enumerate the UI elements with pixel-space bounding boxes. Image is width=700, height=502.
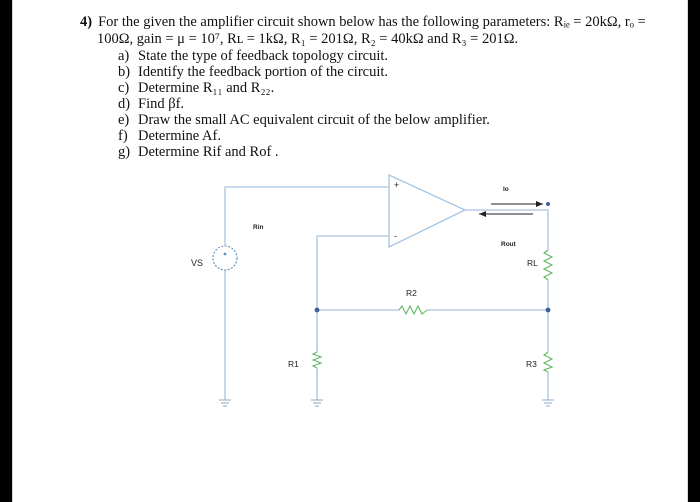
- wire-minus-input: [317, 236, 389, 352]
- rout-label: Rout: [501, 241, 516, 248]
- resistor-r1: [313, 352, 321, 368]
- ground-symbol-r1: [311, 400, 323, 406]
- r1-label: R1: [288, 359, 299, 369]
- circuit-wires: [225, 187, 548, 400]
- op-amp-minus-label: -: [394, 231, 397, 241]
- part-text: Draw the small AC equivalent circuit of the below amplifier.: [138, 112, 490, 128]
- io-label: Io: [503, 186, 509, 193]
- vs-label: VS: [191, 258, 204, 268]
- r2-label: R2: [406, 288, 417, 298]
- voltage-source-symbol: [213, 246, 237, 270]
- op-amp-symbol: [389, 175, 465, 247]
- question-line-2: 100Ω, gain = μ = 10⁷, Rʟ = 1kΩ, R₁ = 201Ω, R₂ = 40kΩ and R₃ = 201Ω.: [97, 31, 519, 47]
- rl-label: RL: [527, 258, 538, 268]
- part-text: Determine Af.: [138, 128, 221, 144]
- part-text: Determine Rif and Rof .: [138, 144, 279, 160]
- part-label: c): [118, 80, 130, 96]
- node-r1-r2: [315, 308, 320, 313]
- part-label: f): [118, 128, 128, 144]
- document-sheet: [12, 0, 688, 502]
- amplifier-circuit-diagram: [13, 0, 689, 502]
- question-number: 4): [80, 14, 93, 30]
- op-amp-plus-label: +: [394, 180, 400, 190]
- r3-label: R3: [526, 359, 537, 369]
- wire-source-to-plus: [225, 187, 389, 246]
- part-text: Identify the feedback portion of the circuit.: [138, 64, 389, 80]
- part-label: e): [118, 112, 130, 128]
- node-r2-r3: [546, 308, 551, 313]
- voltage-source-dot: [224, 253, 227, 256]
- node-output: [546, 202, 550, 206]
- resistor-r3: [544, 352, 552, 372]
- rin-label: Rin: [253, 224, 264, 231]
- part-text: State the type of feedback topology circuit.: [138, 48, 389, 64]
- part-text: Determine R₁₁ and R₂₂.: [138, 80, 275, 96]
- ground-symbol-r3: [542, 400, 554, 406]
- part-label: a): [118, 48, 130, 64]
- part-label: g): [118, 144, 131, 160]
- resistor-rl: [544, 250, 552, 280]
- part-text: Find βf.: [138, 96, 185, 112]
- resistor-r2: [399, 306, 427, 314]
- question-text-line-1: For the given the amplifier circuit shown below has the following parameters: Rᵢₑ = 20kΩ, rₒ =: [98, 14, 646, 30]
- part-label: d): [118, 96, 131, 112]
- ground-symbol-source: [219, 400, 231, 406]
- part-label: b): [118, 64, 131, 80]
